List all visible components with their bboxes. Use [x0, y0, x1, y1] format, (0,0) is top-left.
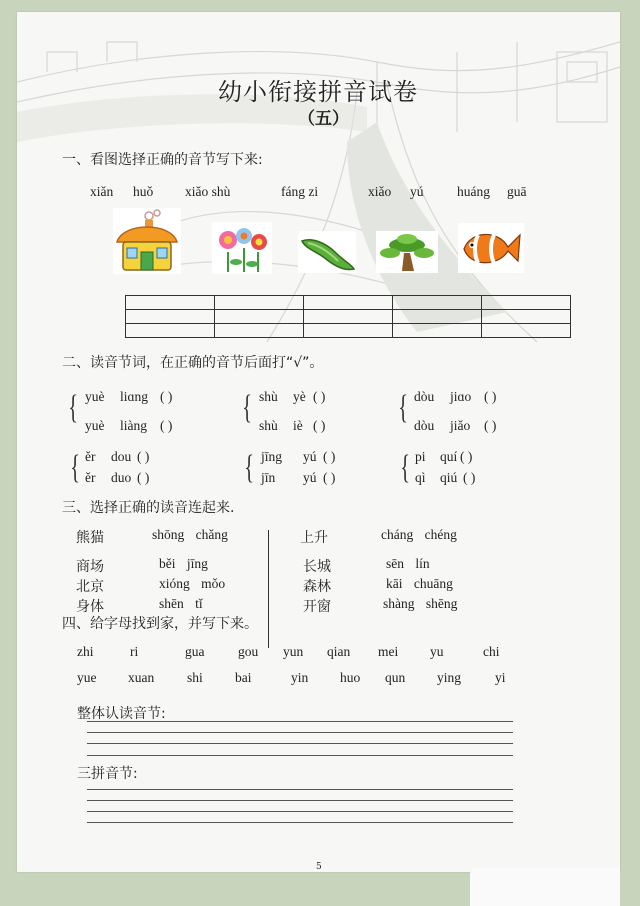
syllable: yi	[495, 670, 506, 685]
writing-line[interactable]	[87, 789, 513, 790]
pinyin: quí	[440, 449, 458, 464]
answer-blank[interactable]: ( )	[313, 389, 326, 404]
syllable: qian	[327, 644, 351, 659]
word[interactable]: 熊猫	[76, 530, 104, 546]
syllable: yu	[430, 644, 444, 659]
word[interactable]: 上升	[300, 530, 328, 546]
pinyin: yuè	[85, 418, 105, 433]
writing-line[interactable]	[87, 822, 513, 823]
pinyin: yuè	[85, 389, 105, 404]
answer-cell[interactable]	[304, 310, 393, 324]
tree-icon	[376, 231, 438, 273]
option-pinyin: xiǎo shù	[185, 184, 231, 199]
answer-cell[interactable]	[215, 324, 304, 338]
pinyin[interactable]: kāi chuāng	[386, 576, 453, 591]
pinyin: yú	[303, 449, 317, 464]
triple-syllable-label: 三拼音节:	[77, 766, 138, 782]
syllable: yue	[77, 670, 97, 685]
option-pinyin: xiǎn	[90, 184, 114, 199]
answer-blank[interactable]: ( )	[484, 418, 497, 433]
syllable: bai	[235, 670, 252, 685]
section2-heading: 二、读音节词，在正确的音节后面打“√”。	[62, 355, 324, 371]
syllable: huo	[340, 670, 361, 685]
option-pinyin: fáng zi	[281, 184, 319, 199]
page-number: 5	[316, 862, 322, 872]
cucumber-icon	[298, 231, 356, 273]
brace: {	[242, 389, 253, 426]
house-icon	[113, 208, 181, 274]
answer-cell[interactable]	[482, 310, 571, 324]
brace: {	[398, 389, 409, 426]
pinyin: yè	[293, 389, 306, 404]
flowers-icon	[212, 222, 272, 274]
answer-cell[interactable]	[126, 324, 215, 338]
answer-blank[interactable]: ( )	[313, 418, 326, 433]
answer-blank[interactable]: ( )	[484, 389, 497, 404]
syllable: shi	[187, 670, 203, 685]
writing-line[interactable]	[87, 732, 513, 733]
answer-cell[interactable]	[126, 310, 215, 324]
fish-icon	[458, 223, 524, 273]
answer-cell[interactable]	[393, 324, 482, 338]
pinyin: dou	[111, 449, 132, 464]
answer-blank[interactable]: ( )	[160, 389, 173, 404]
syllable: ying	[437, 670, 462, 685]
pinyin: jīn	[261, 470, 276, 485]
option-pinyin: huǒ	[133, 184, 154, 199]
answer-blank[interactable]: ( )	[460, 449, 473, 464]
option-pinyin: yú	[410, 184, 424, 199]
brace: {	[70, 449, 81, 486]
option-pinyin: guā	[507, 184, 527, 199]
answer-blank[interactable]: ( )	[137, 449, 150, 464]
syllable: ri	[130, 644, 139, 659]
syllable: gua	[185, 644, 205, 659]
syllable: yun	[283, 644, 304, 659]
word[interactable]: 长城	[303, 559, 331, 575]
page-title: 幼小衔接拼音试卷	[218, 78, 418, 106]
answer-cell[interactable]	[215, 296, 304, 310]
whole-syllable-label: 整体认读音节:	[77, 706, 166, 722]
answer-blank[interactable]: ( )	[323, 449, 336, 464]
pinyin: ěr	[85, 449, 96, 464]
pinyin: pi	[415, 449, 426, 464]
divider	[268, 530, 269, 648]
writing-line[interactable]	[87, 811, 513, 812]
section1-heading: 一、看图选择正确的音节写下来:	[62, 152, 263, 168]
writing-line[interactable]	[87, 743, 513, 744]
answer-cell[interactable]	[393, 296, 482, 310]
word[interactable]: 森林	[303, 579, 331, 595]
answer-cell[interactable]	[215, 310, 304, 324]
answer-cell[interactable]	[304, 324, 393, 338]
pinyin[interactable]: shōng chǎng	[152, 527, 228, 542]
pinyin: ěr	[85, 470, 96, 485]
pinyin[interactable]: xióng mǒo	[159, 576, 226, 591]
answer-blank[interactable]: ( )	[160, 418, 173, 433]
pinyin: shù	[259, 418, 278, 433]
pinyin: jiǎo	[450, 418, 471, 433]
writing-line[interactable]	[87, 800, 513, 801]
section4-heading: 四、给字母找到家，并写下来。	[62, 616, 258, 632]
pinyin: liàng	[120, 418, 147, 433]
answer-grid	[125, 295, 571, 338]
brace: {	[68, 389, 79, 426]
answer-cell[interactable]	[393, 310, 482, 324]
syllable: qun	[385, 670, 406, 685]
pinyin: shù	[259, 389, 278, 404]
syllable: gou	[238, 644, 259, 659]
worksheet-page	[17, 12, 620, 872]
pinyin[interactable]: běi jīng	[159, 556, 208, 571]
pinyin: jīng	[261, 449, 283, 464]
syllable: mei	[378, 644, 399, 659]
section3-heading: 三、选择正确的读音连起来.	[62, 500, 235, 516]
word[interactable]: 开窗	[303, 599, 331, 615]
pinyin: jiɑo	[450, 389, 472, 404]
syllable: xuan	[128, 670, 155, 685]
pinyin: yú	[303, 470, 317, 485]
pinyin: liɑng	[120, 389, 149, 404]
syllable: yin	[291, 670, 309, 685]
option-pinyin: huáng	[457, 184, 490, 199]
pinyin: duo	[111, 470, 132, 485]
answer-blank[interactable]: ( )	[463, 470, 476, 485]
answer-cell[interactable]	[126, 296, 215, 310]
syllable: chi	[483, 644, 500, 659]
writing-line[interactable]	[87, 755, 513, 756]
pinyin: iè	[293, 418, 303, 433]
pinyin[interactable]: sēn lín	[386, 556, 430, 571]
pinyin: qì	[415, 470, 426, 485]
answer-cell[interactable]	[482, 296, 571, 310]
syllable: zhi	[77, 644, 94, 659]
word[interactable]: 身体	[76, 599, 104, 615]
answer-cell[interactable]	[482, 324, 571, 338]
option-pinyin: xiǎo	[368, 184, 392, 199]
answer-cell[interactable]	[304, 296, 393, 310]
writing-line[interactable]	[87, 721, 513, 722]
brace: {	[400, 449, 411, 486]
pinyin: qiú	[440, 470, 458, 485]
page-subtitle: （五）	[298, 109, 349, 129]
pinyin: dòu	[414, 389, 435, 404]
answer-blank[interactable]: ( )	[137, 470, 150, 485]
pinyin[interactable]: shàng shēng	[383, 596, 458, 611]
pinyin[interactable]: cháng chéng	[381, 527, 457, 542]
pinyin: dòu	[414, 418, 435, 433]
word[interactable]: 北京	[76, 579, 104, 595]
word[interactable]: 商场	[76, 559, 104, 575]
answer-blank[interactable]: ( )	[323, 470, 336, 485]
pinyin[interactable]: shēn tǐ	[159, 596, 203, 611]
brace: {	[244, 449, 255, 486]
corner-blot	[470, 868, 620, 906]
